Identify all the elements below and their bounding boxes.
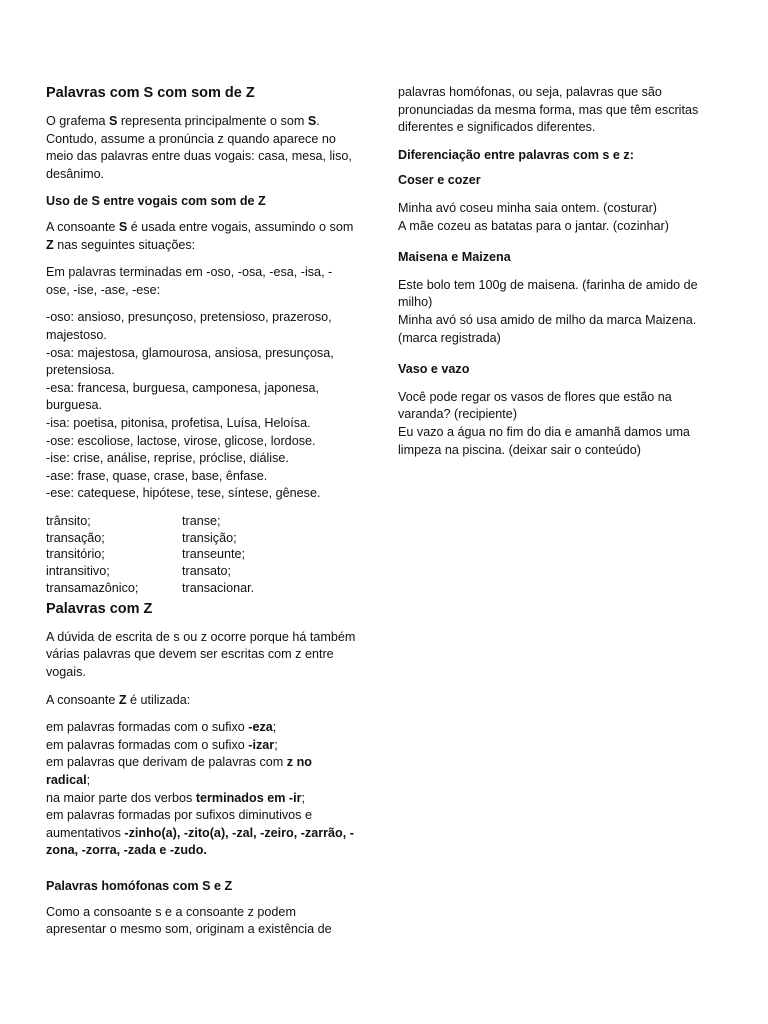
left-column	[46, 82, 356, 949]
heading-maisena-maizena: Maisena e Maizena	[398, 250, 511, 265]
word-cell: transitório;	[46, 547, 105, 562]
example-line: -oso: ansioso, presunçoso, pretensioso, prazeroso, majestoso.	[46, 310, 332, 342]
z-use-item	[46, 754, 356, 789]
text-run: nas seguintes situações:	[53, 237, 196, 252]
section-title-s-som-z: Palavras com S com som de Z	[46, 85, 255, 101]
word-cell: intransitivo;	[46, 564, 110, 579]
bold-text: -izar	[248, 737, 275, 752]
example-line: -ose: escoliose, lactose, virose, glicose, lordose.	[46, 433, 316, 448]
intro-paragraph	[46, 113, 356, 183]
word-cell: transação;	[46, 530, 105, 545]
text-run: na maior parte dos verbos	[46, 790, 196, 805]
z-use-item	[46, 807, 356, 860]
example-line: -isa: poetisa, pitonisa, profetisa, Luísa, Heloísa.	[46, 415, 311, 430]
z-uses-list	[46, 719, 356, 860]
z-use-item	[46, 719, 356, 737]
homofonas-continuation: palavras homófonas, ou seja, palavras que são pronunciadas da mesma forma, mas que têm escritas diferentes e significados diferentes.	[398, 85, 699, 135]
word-pair-row	[46, 580, 318, 597]
word-pairs-table	[46, 513, 318, 597]
usage-paragraph	[46, 219, 356, 254]
text-run: ;	[272, 720, 277, 735]
word-cell: transe;	[182, 513, 221, 528]
z-use-item	[46, 737, 356, 755]
text-run: A consoante	[46, 692, 119, 707]
example-sentence: Eu vazo a água no fim do dia e amanhã damos uma limpeza na piscina. (deixar sair o conteúdo)	[398, 424, 690, 457]
example-line: -osa: majestosa, glamourosa, ansiosa, presunçosa, pretensiosa.	[46, 345, 334, 378]
example-sentence: Minha avó coseu minha saia ontem. (costurar)	[398, 200, 657, 215]
example-line: -ase: frase, quase, crase, base, ênfase.	[46, 468, 268, 483]
heading-vaso-vazo: Vaso e vazo	[398, 362, 470, 377]
text-run: em palavras que derivam de palavras com	[46, 755, 287, 770]
text-run: ;	[274, 737, 278, 752]
word-cell: transacionar.	[182, 581, 255, 596]
text-run: em palavras formadas por sufixos diminutivos e aumentativos	[46, 808, 312, 840]
word-cell: transato;	[182, 564, 232, 579]
example-sentence: Este bolo tem 100g de maisena. (farinha de amido de milho)	[398, 277, 698, 310]
text-run: . Contudo, assume a pronúncia z quando aparece no meio das palavras entre duas vogais: casa, mesa, liso, desânimo.	[46, 114, 352, 181]
text-run: representa principalmente o som	[117, 114, 308, 128]
vaso-vazo-examples	[398, 389, 708, 459]
example-sentence: Você pode regar os vasos de flores que estão na varanda? (recipiente)	[398, 389, 672, 422]
bold-text: S	[109, 114, 118, 128]
coser-cozer-examples	[398, 200, 708, 235]
text-run: A consoante	[46, 219, 119, 234]
right-column	[398, 84, 708, 469]
subtitle-uso-s: Uso de S entre vogais com som de Z	[46, 194, 266, 209]
bold-text: Z	[46, 237, 54, 252]
bold-text: Z	[118, 692, 127, 707]
subtitle-homofonas: Palavras homófonas com S e Z	[46, 878, 233, 893]
text-run: em palavras formadas com o sufixo	[46, 737, 249, 752]
subtitle-diferenciacao: Diferenciação entre palavras com s e z:	[398, 147, 634, 162]
example-line: -ise: crise, análise, reprise, próclise, diálise.	[46, 451, 289, 466]
heading-coser-cozer: Coser e cozer	[398, 173, 481, 188]
bold-text: z no radical	[46, 755, 312, 788]
z-usage-intro	[46, 692, 356, 710]
example-sentence: A mãe cozeu as batatas para o jantar. (cozinhar)	[398, 218, 669, 233]
example-line: -esa: francesa, burguesa, camponesa, japonesa, burguesa.	[46, 380, 320, 413]
text-run: é utilizada:	[126, 692, 191, 707]
text-run: ;	[86, 773, 91, 788]
maisena-maizena-examples	[398, 277, 708, 347]
word-cell: transamazônico;	[46, 581, 139, 596]
examples-list	[46, 309, 356, 503]
z-intro-paragraph: A dúvida de escrita de s ou z ocorre porque há também várias palavras que devem ser escritas com z entre vogais.	[46, 629, 356, 680]
endings-paragraph: Em palavras terminadas em -oso, -osa, -esa, -isa, -ose, -ise, -ase, -ese:	[46, 265, 333, 297]
z-use-item	[46, 790, 356, 808]
text-run: em palavras formadas com o sufixo	[46, 720, 249, 735]
example-line: -ese: catequese, hipótese, tese, síntese, gênese.	[46, 486, 321, 501]
word-cell: transição;	[182, 530, 237, 545]
word-pair-row	[46, 530, 318, 547]
bold-text: -zinho(a), -zito(a), -zal, -zeiro, -zarrão, -zona, -zorra, -zada e -zudo.	[46, 825, 354, 858]
word-cell: trânsito;	[46, 513, 91, 528]
word-pair-row	[46, 546, 318, 563]
bold-text: S	[307, 114, 317, 128]
homofonas-paragraph: Como a consoante s e a consoante z podem apresentar o mesmo som, originam a existência de	[46, 904, 332, 937]
section-title-z: Palavras com Z	[46, 600, 153, 617]
text-run: ;	[301, 790, 305, 805]
text-run: é usada entre vogais, assumindo o som	[127, 219, 354, 234]
example-sentence: Minha avó só usa amido de milho da marca Maizena. (marca registrada)	[398, 312, 697, 345]
word-cell: transeunte;	[182, 547, 246, 562]
word-pair-row	[46, 563, 318, 580]
bold-text: S	[118, 219, 128, 234]
text-run: O grafema	[46, 114, 109, 128]
bold-text: terminados em -ir	[195, 790, 302, 805]
word-pair-row	[46, 513, 318, 530]
bold-text: -eza	[248, 720, 273, 735]
